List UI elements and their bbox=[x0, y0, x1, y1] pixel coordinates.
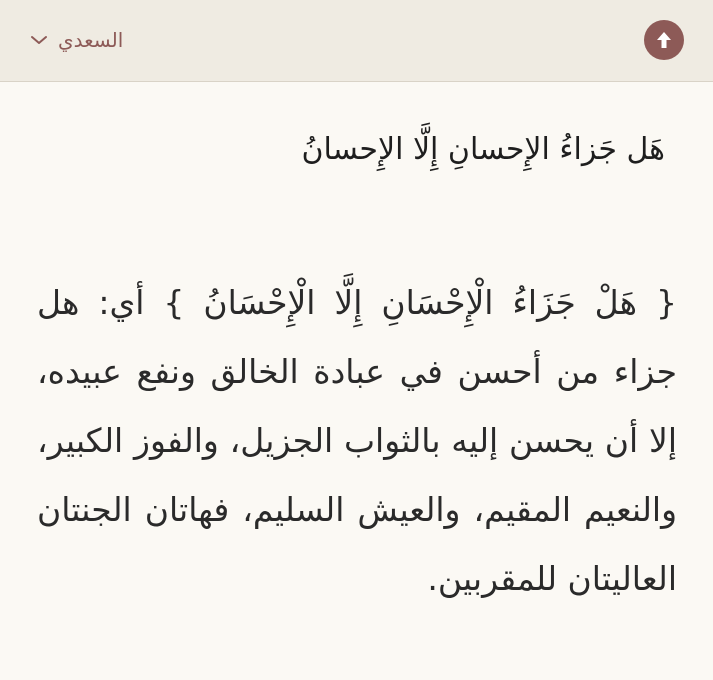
top-bar bbox=[0, 0, 713, 82]
chevron-down-icon bbox=[30, 34, 48, 46]
tafsir-selector[interactable] bbox=[30, 20, 170, 60]
tafsir-name: السعدي bbox=[58, 28, 124, 52]
tafsir-text: { هَلْ جَزَاءُ الْإِحْسَانِ إِلَّا الْإِحْسَانُ } أي: هل جزاء من أحسن في عبادة الخالق ونفع عبيده، إلا أن يحسن إليه بالثواب الجزيل، والفوز الكبير، والنعيم المقيم، والعيش السليم، فهاتان الجنتان العاليتان للمقربين. bbox=[37, 283, 677, 598]
tafsir-content bbox=[0, 82, 713, 680]
scroll-to-top-button[interactable] bbox=[644, 20, 684, 60]
arrow-up-icon bbox=[653, 29, 675, 51]
ayah-text: هَل جَزاءُ الإِحسانِ إِلَّا الإِحسانُ bbox=[301, 132, 665, 167]
